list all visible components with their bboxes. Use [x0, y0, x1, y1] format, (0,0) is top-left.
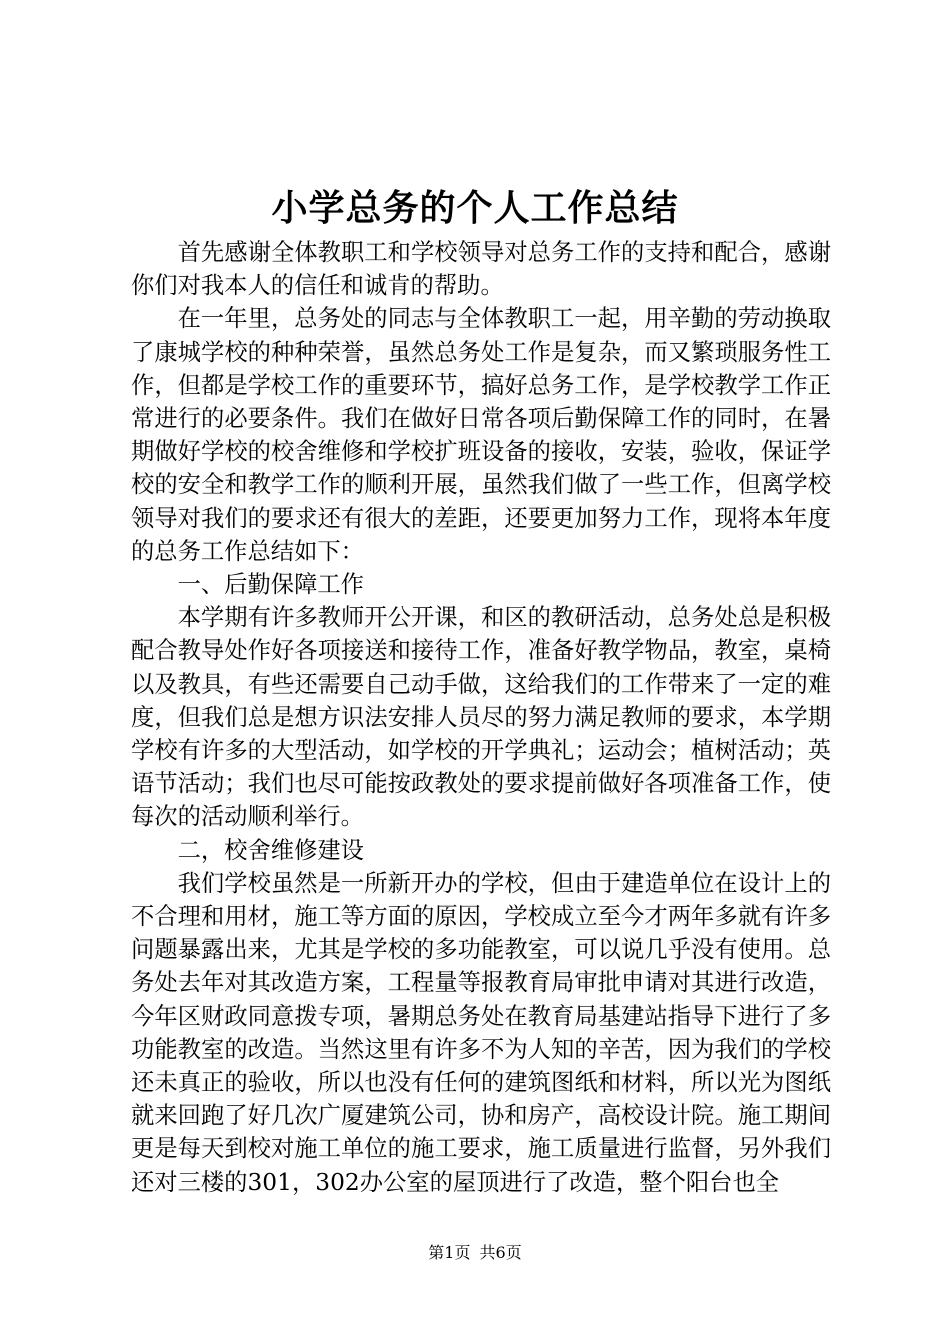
section-heading-maintenance: 二，校舍维修建设 — [177, 836, 364, 864]
paragraph-intro: 首先感谢全体教职工和学校领导对总务工作的支持和配合，感谢你们对我本人的信任和诚肯的帮助。 — [131, 239, 831, 300]
paragraph-logistics: 本学期有许多教师开公开课，和区的教研活动，总务处总是积极配合教导处作好各项接送和接待工作，准备好教学物品，教室，桌椅以及教具，有些还需要自己动手做，这给我们的工作带来了一定的难度，但我们总是想方识法安排人员尽的努力满足教师的要求，本学期学校有许多的大型活动，如学校的开学典礼；运动会；植树活动；英语节活动；我们也尽可能按政教处的要求提前做好各项准备工作，使每次的活动顺利举行。 — [131, 604, 831, 831]
paragraph-maintenance: 我们学校虽然是一所新开办的学校，但由于建造单位在设计上的不合理和用材，施工等方面的原因，学校成立至今才两年多就有许多问题暴露出来，尤其是学校的多功能教室，可以说几乎没有使用。总务处去年对其改造方案，工程量等报教育局审批申请对其进行改造，今年区财政同意拨专项，暑期总务处在教育局基建站指导下进行了多功能教室的改造。当然这里有许多不为人知的辛苦，因为我们的学校还未真正的验收，所以也没有任何的建筑图纸和材料，所以光为图纸就来回跑了好几次广厦建筑公司，协和房产，高校设计院。施工期间更是每天到校对施工单位的施工要求，施工质量进行监督，另外我们还对三楼的301，302办公室的屋顶进行了改造，整个阳台也全 — [131, 869, 831, 1196]
paragraph-overview: 在一年里，总务处的同志与全体教职工一起，用辛勤的劳动换取了康城学校的种种荣誉，虽然总务处工作是复杂，而又繁琐服务性工作，但都是学校工作的重要环节，搞好总务工作，是学校教学工作正常进行的必要条件。我们在做好日常各项后勤保障工作的同时，在暑期做好学校的校舍维修和学校扩班设备的接收，安装，验收，保证学校的安全和教学工作的顺利开展，虽然我们做了一些工作，但离学校领导对我们的要求还有很大的差距，还要更加努力工作，现将本年度的总务工作总结如下： — [131, 305, 831, 565]
document-body — [131, 236, 831, 1199]
section-heading-logistics: 一、后勤保障工作 — [177, 571, 364, 599]
page-number-footer: 第1页 共6页 — [428, 1243, 522, 1262]
document-title: 小学总务的个人工作总结 — [271, 187, 679, 229]
